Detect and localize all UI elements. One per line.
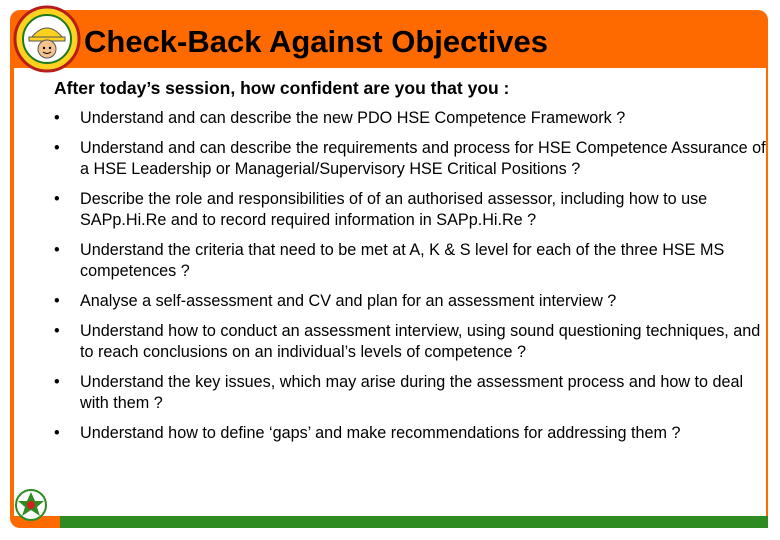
footer-bar — [60, 516, 768, 528]
objective-text: Understand how to define ‘gaps’ and make recommendations for addressing them ? — [80, 424, 681, 442]
objective-text: Understand and can describe the requirements and process for HSE Competence Assurance of a HSE Leadership or Managerial/Supervisory HSE Critical Positions ? — [80, 139, 766, 178]
slide-title: Check-Back Against Objectives — [84, 24, 549, 59]
bullet-icon: • — [54, 109, 60, 127]
objective-item — [54, 321, 766, 363]
bullet-icon: • — [54, 139, 60, 157]
objective-item — [54, 291, 766, 312]
objective-text: Analyse a self-assessment and CV and plan for an assessment interview ? — [80, 292, 617, 310]
objective-item — [54, 138, 766, 180]
bullet-icon: • — [54, 190, 60, 208]
bullet-icon: • — [54, 322, 60, 340]
bullet-icon: • — [54, 241, 60, 259]
slide-subtitle: After today’s session, how confident are you that you : — [54, 78, 510, 98]
objective-text: Understand the key issues, which may arise during the assessment process and how to deal with them ? — [80, 373, 744, 412]
objective-item — [54, 240, 766, 282]
objective-text: Understand how to conduct an assessment interview, using sound questioning techniques, and to reach conclusions on an individual’s levels of competence ? — [80, 322, 761, 361]
objective-text: Understand and can describe the new PDO HSE Competence Framework ? — [80, 109, 626, 127]
bullet-icon: • — [54, 424, 60, 442]
objective-item — [54, 189, 766, 231]
bullet-icon: • — [54, 292, 60, 310]
safety-mascot-logo-icon — [12, 4, 82, 74]
objective-item — [54, 108, 766, 129]
objective-text: Understand the criteria that need to be met at A, K & S level for each of the three HSE MS competences ? — [80, 241, 725, 280]
bullet-icon: • — [54, 373, 60, 391]
objectives-list — [54, 108, 766, 444]
objective-text: Describe the role and responsibilities of of an authorised assessor, including how to use SAPp.Hi.Re and to record required information in SAPp.Hi.Re ? — [80, 190, 708, 229]
company-emblem-icon — [14, 488, 48, 522]
objective-item — [54, 423, 766, 444]
objective-item — [54, 372, 766, 414]
